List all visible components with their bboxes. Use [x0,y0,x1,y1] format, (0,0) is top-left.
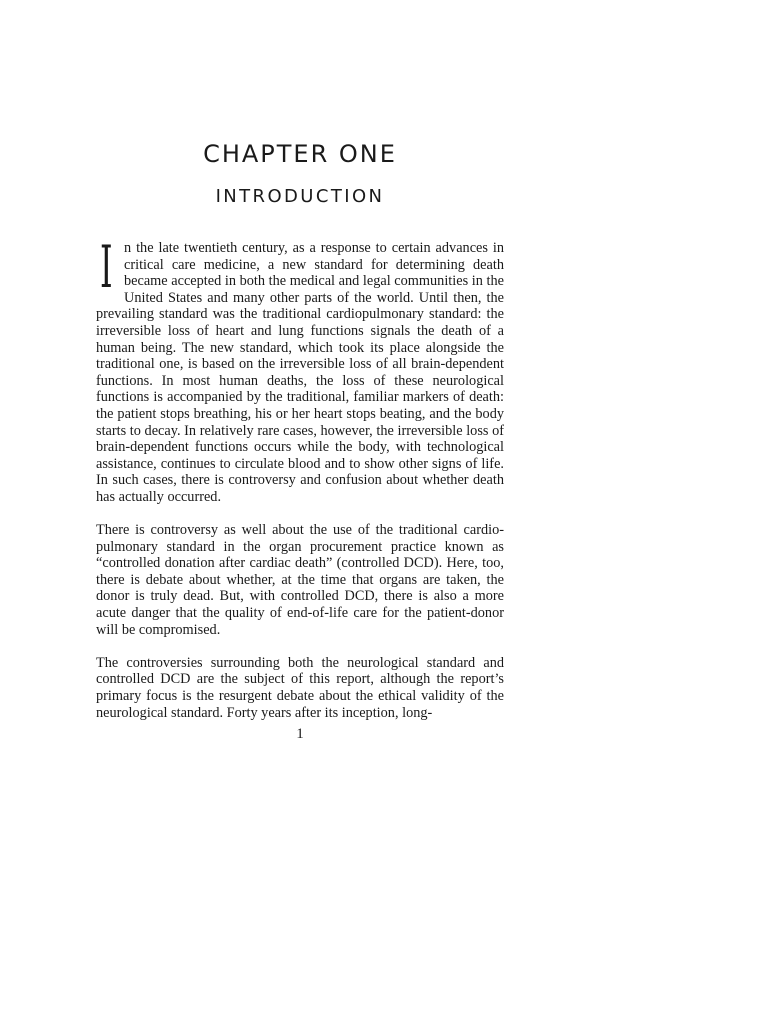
chapter-label: CHAPTER ONE [203,140,397,168]
paragraph-2: There is controversy as well about the use of the traditional cardiopulmonary standard in the organ procurement practice known as “controlled donation after cardiac death” (controlled DCD). Here, too, there is debate about whether, at the time that organs are taken, the donor is truly dead. But, with controlled DCD, there is also a more acute danger that the quality of end-of-life care for the patient-donor will be compromised. [96,522,504,638]
body-text [96,233,504,738]
paragraph-1 [96,233,504,506]
paragraph-1-text: n the late twentieth century, as a response to certain advances in critical care medicine, a new standard for determining death became accepted in both the medical and legal communities in the United States and many other parts of the world. Until then, the prevailing standard was the traditional cardiopulmonary standard: the irreversible loss of heart and lung functions signals the death of a human being. The new standard, which took its place alongside the traditional one, is based on the irreversible loss of all brain-dependent functions. In most human deaths, the loss of these neurological functions is accompanied by the traditional, familiar markers of death: the patient stops breathing, his or her heart stops beating, and the body starts to decay. In relatively rare cases, however, the irreversible loss of brain-dependent functions occurs while the body, with technological assistance, continues to circulate blood and to show other signs of life. In such cases, there is controversy and confusion about whether death has actually occurred. [96,240,504,505]
paragraph-3: The controversies surrounding both the neurological standard and controlled DCD are the subject of this report, although the report’s primary focus is the resurgent debate about the ethical validity of the neurological standard. Forty years after its inception, long- [96,654,504,721]
chapter-title: INTRODUCTION [215,186,385,207]
page-number: 1 [296,726,304,742]
drop-cap: I [100,233,113,301]
